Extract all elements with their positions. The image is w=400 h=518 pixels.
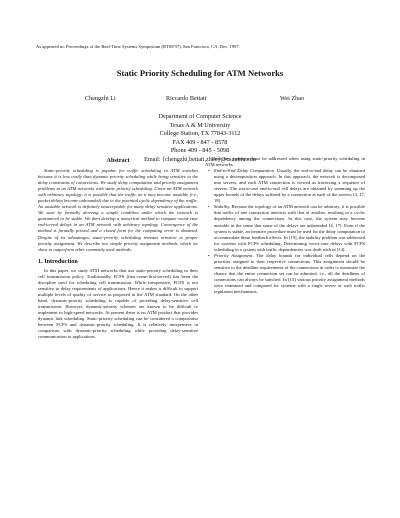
bullet-icon: • (208, 204, 210, 210)
list-item-title: Stability. (214, 204, 231, 210)
bullet-icon: • (208, 252, 210, 258)
list-item-title: Priority Assignment. (214, 252, 254, 258)
affiliation-line: Phone 409 - 845 - 5098 (170, 147, 230, 155)
introduction-paragraph: Three key problems must be addressed when using static-priority scheduling in ATM networks. (205, 156, 365, 168)
list-item (208, 204, 365, 252)
list-item-text: Because the topology of an ATM network can be arbitrary, it is possible that traffic of one connection interacts with that of another, resulting in a cyclic dependency among the connections. In this case, the system may become unstable in the sense that some of the delays are unbounded [4, 17]. Even if the system is stable, an iterative procedure must be used for the delay computation to accommodate these feedback effects. In [19], the stability problem was addressed for systems with FCFS scheduling. Determining worst-case delays with FCFS scheduling in a system with traffic dependencies was dealt with in [14]. (214, 204, 365, 252)
affiliation-line: Department of Computer Science (158, 113, 242, 120)
affiliation-line: College Station, TX 77843-3112 (159, 130, 241, 138)
right-column (205, 156, 365, 295)
introduction-paragraph: In this paper, we study ATM networks that use static-priority scheduling in their cell transmission policy. Traditionally, FCFS (first-come-first-served) has been the discipline used for scheduling cell transmission. While inexpensive, FCFS is not sensitive to delay requirements of applications. Hence it makes it difficult to support multiple levels of quality of service as proposed in the ATM standard. On the other hand, dynamic-priority scheduling is capable of providing delay-sensitive cell transmission. However, dynamic-priority schemes are known to be difficult to implement in high-speed networks. At present there is no ATM product that provides dynamic link scheduling. Static-priority scheduling can be considered a compromise between FCFS and dynamic-priority scheduling. It is relatively inexpensive in comparison with dynamic-priority scheduling while providing delay-sensitive communication to applications. (38, 267, 198, 340)
list-item (208, 252, 365, 295)
list-item-title: End-to-End Delay Computation. (214, 168, 276, 174)
author-name: Chengzhi Li (85, 95, 116, 102)
abstract-heading: Abstract (106, 157, 130, 164)
problem-list (205, 168, 365, 295)
list-item-text: Usually, the end-to-end delay can be obtained using a decomposition approach. In this approach, the network is decomposed into servers, and each ATM connection is viewed as traversing a sequence of servers. The worst-case end-to-end cell delays are obtained by summing up the upper bounds of the delays suffered by a connection at each of the servers [4, 17, 18]. (214, 168, 365, 204)
list-item-text: The delay bounds for individual cells depend on the priorities assigned to their respective connections. This assignment should be sensitive to the deadline requirements of the connections in order to maximize the chance that the entire connection set can be admitted, i.e., all the deadlines of connections can always be satisfied. In [15] various priority assignment methods were examined and compared for systems with a single server or with traffic regulation mechanisms. (214, 252, 365, 295)
affiliation-line: Email: {chengzhi,bettati,zhao}@cs.tamu.edu (144, 155, 256, 163)
bullet-icon: • (208, 168, 210, 174)
list-item (208, 168, 365, 204)
published-note: As appeared in: Proceedings of the Real-Time Systems Symposium (RTSS'97), San Francisco, CA, Dec. 1997. (36, 44, 240, 49)
section-heading-introduction: 1. Introduction (38, 257, 78, 265)
author-name: Riccardo Bettati (166, 95, 207, 102)
affiliation-line: FAX 409 - 847 - 8578 (172, 138, 228, 146)
abstract-text: Static-priority scheduling is popular for traffic scheduling in ATM switches because it is less costly than dynamic priority scheduling while being sensitive to the delay constraints of connections. We study delay computation and priority assignment problems in an ATM networks with static priority scheduling. Given an ATM network with arbitrary topology, it is possible that the traffic on it may become unstable (i.e., packet delays become unbounded) due to the potential cyclic dependency of the traffic. An unstable network is definitely unacceptable for many delay sensitive applications. We start by formally deriving a simple condition under which the network is guaranteed to be stable. We then develop a numerical method to compute worst-case end-to-end delays in an ATM network with arbitrary topology. Convergence of the method is formally proved and a closed form for the computing error is obtained. Despite of its advantages, static-priority scheduling remains sensitive to proper priority assignment. We describe two simple priority assignment methods, which we show to outperform other commonly used methods. (38, 168, 198, 252)
affiliation-line: Texas A & M University (169, 121, 231, 129)
paper-title: Static Priority Scheduling for ATM Networks (116, 68, 284, 78)
left-column (38, 157, 198, 340)
author-list (0, 95, 400, 103)
author-name: Wei Zhao (280, 95, 305, 102)
